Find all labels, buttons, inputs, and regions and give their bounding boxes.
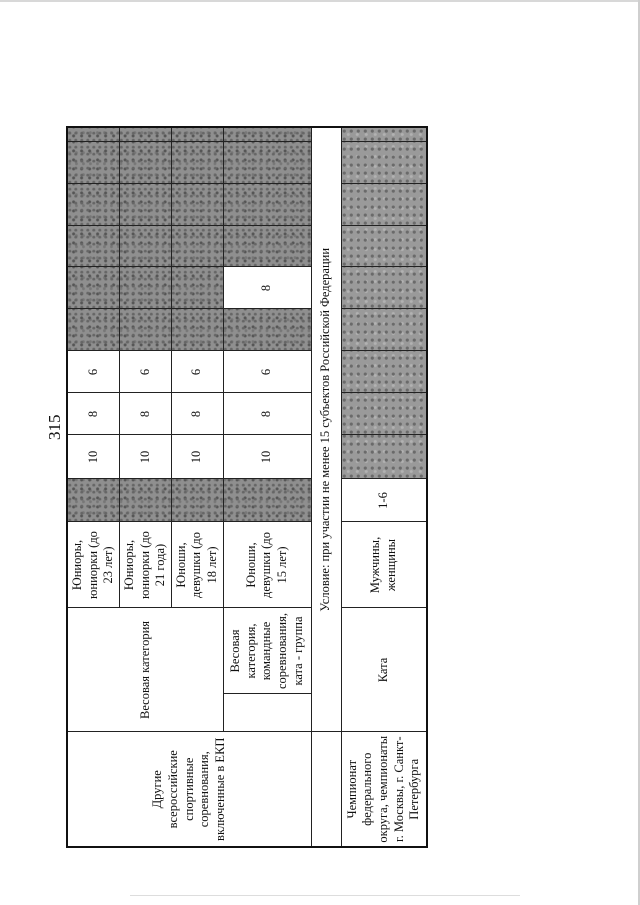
shaded-cell: [171, 127, 223, 142]
shaded-cell: [67, 226, 119, 267]
shaded-cell: [223, 226, 311, 267]
shaded-cell: [341, 142, 427, 184]
shaded-cell: [67, 309, 119, 351]
cell-value: 6: [119, 351, 171, 393]
cell-juniors-21: Юниоры, юниорки (до 21 года): [119, 522, 171, 608]
cell-value: 10: [119, 435, 171, 479]
cell-value: 10: [171, 435, 223, 479]
shaded-cell: [67, 127, 119, 142]
cell-fed-championship: Чемпионат федерального округа, чемпионаты г. Москвы, г. Санкт-Петербурга: [341, 732, 427, 847]
scan-artifact-line: [130, 895, 520, 896]
page-edge-top: [0, 0, 640, 2]
shaded-cell: [171, 226, 223, 267]
cell-value: 6: [171, 351, 223, 393]
cell-value: 8: [119, 393, 171, 435]
shaded-cell: [341, 351, 427, 393]
page-number: 315: [45, 414, 64, 440]
cell-value: 8: [223, 393, 311, 435]
shaded-cell: [341, 226, 427, 267]
shaded-cell: [119, 479, 171, 522]
cell-weight-category: Весовая категория: [67, 608, 223, 732]
cell-value: 8: [171, 393, 223, 435]
shaded-cell: [67, 142, 119, 184]
cell-youth-18: Юноши, девушки (до 18 лет): [171, 522, 223, 608]
shaded-cell: [119, 309, 171, 351]
shaded-cell: [223, 479, 311, 522]
cell-condition: Условие: при участии не менее 15 субъектов Российской Федерации: [311, 127, 341, 732]
shaded-cell: [341, 309, 427, 351]
cell-places: 1-6: [341, 479, 427, 522]
cell-weight-team-kata: Весовая категория, командные соревнования, ката - группа: [223, 608, 311, 694]
cell-spacer: [223, 694, 311, 732]
cell-value: 8: [223, 267, 311, 309]
shaded-cell: [341, 267, 427, 309]
cell-value: 6: [223, 351, 311, 393]
cell-value: 10: [67, 435, 119, 479]
shaded-cell: [341, 393, 427, 435]
shaded-cell: [171, 184, 223, 226]
shaded-cell: [223, 184, 311, 226]
shaded-cell: [67, 267, 119, 309]
shaded-cell: [171, 142, 223, 184]
shaded-cell: [119, 184, 171, 226]
cell-value: 6: [67, 351, 119, 393]
cell-juniors-23: Юниоры, юниорки (до 23 лет): [67, 522, 119, 608]
shaded-cell: [119, 226, 171, 267]
shaded-cell: [171, 479, 223, 522]
cell-blank: [311, 732, 341, 847]
shaded-cell: [341, 435, 427, 479]
cell-kata: Ката: [341, 608, 427, 732]
shaded-cell: [67, 479, 119, 522]
cell-value: 10: [223, 435, 311, 479]
shaded-cell: [119, 127, 171, 142]
cell-men-women: Мужчины, женщины: [341, 522, 427, 608]
shaded-cell: [223, 309, 311, 351]
cell-other-competitions: Другие всероссийские спортивные соревнования, включенные в ЕКП: [67, 732, 311, 847]
rotated-sports-table: [66, 128, 422, 848]
shaded-cell: [341, 184, 427, 226]
cell-youth-15: Юноши, девушки (до 15 лет): [223, 522, 311, 608]
shaded-cell: [223, 142, 311, 184]
shaded-cell: [119, 142, 171, 184]
shaded-cell: [341, 127, 427, 142]
shaded-cell: [119, 267, 171, 309]
shaded-cell: [223, 127, 311, 142]
cell-value: 8: [67, 393, 119, 435]
ranking-table: [66, 126, 428, 848]
shaded-cell: [171, 309, 223, 351]
shaded-cell: [171, 267, 223, 309]
shaded-cell: [67, 184, 119, 226]
